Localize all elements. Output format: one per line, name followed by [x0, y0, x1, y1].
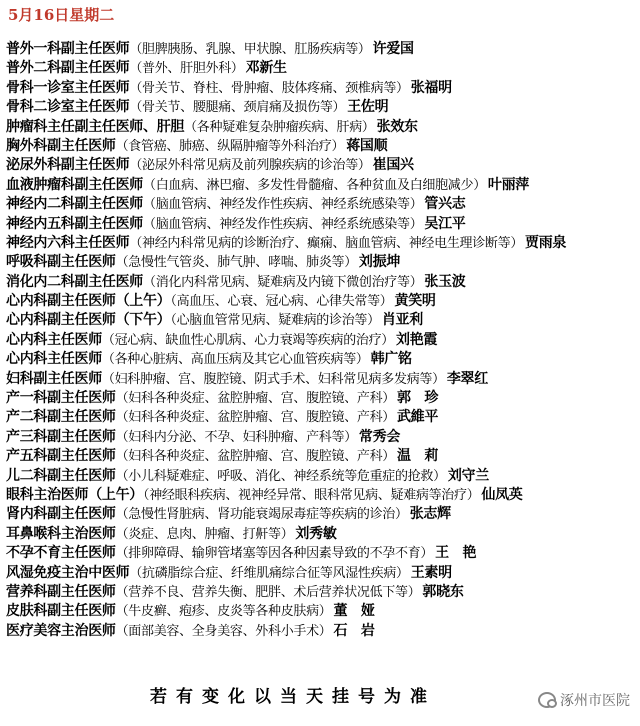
schedule-row	[6, 273, 636, 292]
doctor-name: 刘艳霞	[396, 331, 438, 348]
doctor-name: 仙凤英	[481, 486, 523, 503]
schedule-desc: （冠心病、缺血性心肌病、心力衰竭等疾病的治疗）	[101, 332, 395, 348]
schedule-desc: （骨关节、脊柱、骨肿瘤、肢体疼痛、颈椎病等）	[129, 80, 409, 96]
doctor-name: 温 莉	[397, 448, 439, 465]
schedule-title: 普外二科副主任医师	[6, 60, 130, 77]
schedule-title: 产三科副主任医师	[6, 428, 116, 445]
schedule-row	[6, 525, 636, 544]
doctor-name: 王佐明	[347, 99, 389, 116]
schedule-row	[6, 467, 636, 486]
schedule-desc: （营养不良、营养失衡、肥胖、术后营养状况低下等）	[115, 584, 421, 600]
doctor-name: 王 艳	[435, 545, 477, 562]
schedule-title: 心内科副主任医师（上午）	[6, 293, 171, 310]
schedule-title: 神经内六科主任医师	[6, 234, 130, 251]
schedule-row	[6, 40, 636, 59]
schedule-desc: （面部美容、全身美容、外科小手术）	[115, 623, 332, 639]
doctor-name: 肖亚利	[381, 312, 423, 329]
watermark	[538, 690, 630, 710]
schedule-desc: （妇科内分泌、不孕、妇科肿瘤、产科等）	[115, 429, 357, 445]
doctor-name: 刘秀敏	[295, 525, 337, 542]
schedule-row	[6, 486, 636, 505]
schedule-row	[6, 583, 636, 602]
schedule-title: 不孕不育主任医师	[6, 545, 116, 562]
schedule-row	[6, 253, 636, 272]
schedule-title: 产一科副主任医师	[6, 390, 116, 407]
schedule-desc: （妇科各种炎症、盆腔肿瘤、宫、腹腔镜、产科）	[115, 410, 396, 426]
schedule-title: 骨科二诊室主任医师	[6, 99, 130, 116]
doctor-name: 刘振坤	[358, 254, 401, 271]
schedule-title: 产五科副主任医师	[6, 448, 116, 465]
schedule-title: 骨科一诊室主任医师	[6, 79, 130, 96]
schedule-title: 普外一科副主任医师	[6, 41, 130, 57]
schedule-desc: （抗磷脂综合症、纤维肌痛综合征等风湿性疾病）	[129, 565, 409, 581]
schedule-row	[6, 176, 636, 195]
schedule-desc: （脑血管病、神经发作性疾病、神经系统感染等）	[143, 197, 423, 213]
doctor-name: 郭 珍	[397, 390, 439, 407]
schedule-desc: （心脑血管常见病、疑难病的诊治等）	[170, 313, 380, 329]
date-heading: 5月16日星期二	[8, 6, 115, 24]
schedule-desc: （排卵障碍、输卵管堵塞等因各种因素导致的不孕不育）	[115, 546, 434, 562]
doctor-name: 韩广铭	[370, 351, 412, 368]
doctor-name: 叶丽萍	[487, 176, 530, 193]
schedule-desc: （急慢性气管炎、肺气肿、哮喘、肺炎等）	[115, 255, 357, 271]
schedule-desc: （泌尿外科常见病及前列腺疾病的诊治等）	[129, 158, 371, 174]
schedule-desc: （神经眼科疾病、视神经异常、眼科常见病、疑难病等治疗）	[143, 487, 480, 503]
schedule-row	[6, 544, 636, 563]
schedule-title: 胸外科副主任医师	[6, 137, 116, 154]
schedule-desc: （妇科肿瘤、宫、腹腔镜、阴式手术、妇科常见病多发病等）	[101, 371, 445, 387]
schedule-title: 医疗美容主治医师	[6, 622, 116, 639]
schedule-row	[6, 505, 636, 524]
doctor-name: 黄笑明	[394, 293, 436, 310]
schedule-row	[6, 447, 636, 466]
schedule-row	[6, 370, 636, 389]
schedule-list	[6, 40, 636, 641]
schedule-title: 心内科主任医师	[6, 331, 102, 348]
schedule-row	[6, 622, 636, 641]
watermark-text: 涿州市医院	[560, 693, 630, 709]
doctor-name: 张志辉	[409, 506, 451, 523]
doctor-name: 张效东	[376, 118, 418, 135]
schedule-title: 风湿免疫主治中医师	[6, 564, 130, 581]
wechat-icon	[538, 692, 556, 708]
schedule-desc: （白血病、淋巴瘤、多发性骨髓瘤、各种贫血及白细胞减少）	[143, 177, 486, 193]
doctor-name: 刘守兰	[447, 467, 489, 484]
schedule-desc: （炎症、息肉、肿瘤、打鼾等）	[115, 526, 294, 542]
schedule-title: 肾内科副主任医师	[6, 506, 116, 523]
schedule-desc: （各种疑难复杂肿瘤疾病、肝病）	[184, 119, 375, 135]
schedule-desc: （急慢性肾脏病、肾功能衰竭尿毒症等疾病的诊治）	[115, 507, 408, 523]
schedule-desc: （妇科各种炎症、盆腔肿瘤、宫、腹腔镜、产科）	[115, 449, 396, 465]
schedule-title: 心内科副主任医师（下午）	[6, 312, 171, 329]
schedule-row	[6, 79, 636, 98]
doctor-name: 石 岩	[333, 622, 375, 639]
schedule-title: 儿二科副主任医师	[6, 467, 116, 484]
schedule-row	[6, 215, 636, 234]
schedule-title: 营养科副主任医师	[6, 583, 116, 600]
schedule-title: 神经内五科副主任医师	[6, 215, 143, 232]
doctor-name: 崔国兴	[372, 157, 414, 174]
doctor-name: 张福明	[410, 79, 452, 96]
schedule-title: 呼吸科副主任医师	[6, 254, 116, 271]
schedule-row	[6, 195, 636, 214]
doctor-name: 邓新生	[245, 60, 287, 77]
schedule-desc: （脑血管病、神经发作性疾病、神经系统感染等）	[143, 216, 423, 232]
doctor-name: 贾雨泉	[525, 234, 567, 251]
schedule-title: 妇科副主任医师	[6, 370, 102, 387]
schedule-title: 肿瘤科主任副主任医师、肝胆	[6, 118, 185, 135]
schedule-row	[6, 389, 636, 408]
notice-text: 若有变化以当天挂号为准	[150, 687, 436, 707]
schedule-title: 皮肤科副主任医师	[6, 603, 116, 620]
schedule-title: 消化内二科副主任医师	[6, 273, 143, 290]
schedule-desc: （高血压、心衰、冠心病、心律失常等）	[170, 294, 393, 310]
schedule-desc: （消化内科常见病、疑难病及内镜下微创治疗等）	[143, 274, 423, 290]
schedule-row	[6, 59, 636, 78]
schedule-desc: （食管癌、肺癌、纵隔肿瘤等外科治疗）	[115, 138, 345, 154]
schedule-desc: （小儿科疑难症、呼吸、消化、神经系统等危重症的抢救）	[115, 468, 446, 484]
schedule-desc: （妇科各种炎症、盆腔肿瘤、宫、腹腔镜、产科）	[115, 391, 396, 407]
schedule-row	[6, 118, 636, 137]
doctor-name: 吴江平	[424, 215, 466, 232]
schedule-title: 耳鼻喉科主治医师	[6, 525, 116, 542]
schedule-row	[6, 408, 636, 427]
doctor-name: 管兴志	[424, 196, 466, 213]
doctor-name: 王素明	[410, 564, 452, 581]
schedule-title: 神经内二科副主任医师	[6, 196, 143, 213]
doctor-name: 张玉波	[424, 273, 466, 290]
schedule-row	[6, 331, 636, 350]
schedule-row	[6, 350, 636, 369]
schedule-desc: （神经内科常见病的诊断治疗、癫痫、脑血管病、神经电生理诊断等）	[129, 235, 524, 251]
schedule-row	[6, 156, 636, 175]
schedule-title: 血液肿瘤科副主任医师	[6, 176, 143, 193]
schedule-title: 心内科主任医师	[6, 351, 102, 368]
schedule-row	[6, 292, 636, 311]
doctor-name: 常秀会	[358, 428, 401, 445]
schedule-row	[6, 98, 636, 117]
schedule-desc: （胆脾胰肠、乳腺、甲状腺、肛肠疾病等）	[129, 42, 371, 57]
schedule-title: 泌尿外科副主任医师	[6, 157, 130, 174]
schedule-row	[6, 311, 636, 330]
schedule-title: 产二科副主任医师	[6, 409, 116, 426]
schedule-row	[6, 137, 636, 156]
schedule-row	[6, 564, 636, 583]
doctor-name: 郭晓东	[422, 583, 464, 600]
doctor-name: 许爱国	[372, 41, 414, 57]
schedule-row	[6, 234, 636, 253]
schedule-desc: （普外、肝胆外科）	[129, 61, 244, 77]
doctor-name: 武維平	[397, 409, 439, 426]
doctor-name: 董 娅	[333, 603, 375, 620]
schedule-row	[6, 602, 636, 621]
doctor-name: 蒋国顺	[346, 137, 388, 154]
schedule-desc: （骨关节、腰腿痛、颈肩痛及损伤等）	[129, 100, 346, 116]
schedule-title: 眼科主治医师（上午）	[6, 486, 143, 503]
schedule-desc: （牛皮癣、疱疹、皮炎等各种皮肤病）	[115, 604, 332, 620]
doctor-name: 李翠红	[446, 370, 488, 387]
schedule-row	[6, 428, 636, 447]
schedule-desc: （各种心脏病、高血压病及其它心血管疾病等）	[101, 352, 369, 368]
